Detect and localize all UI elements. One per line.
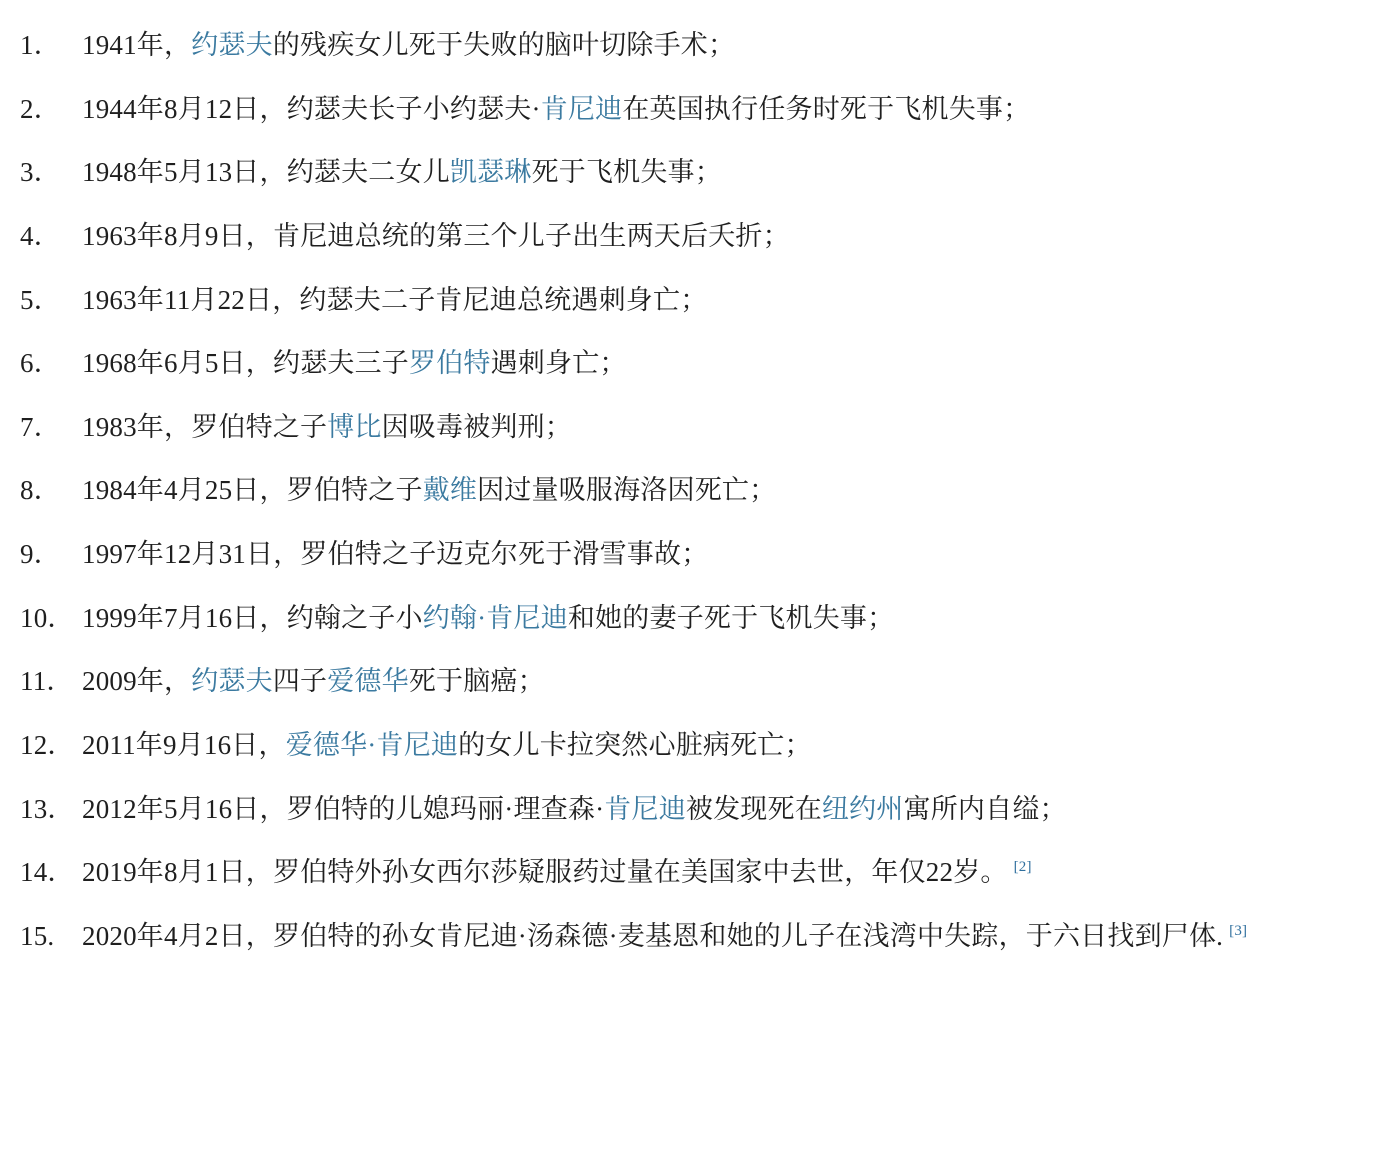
entity-link[interactable]: 纽约州 <box>821 793 904 824</box>
list-item <box>20 778 1364 842</box>
list-item-index: 11． <box>20 666 74 697</box>
list-item-text: 1963年8月9日，肯尼迪总统的第三个儿子出生两天后夭折； <box>82 220 790 251</box>
list-item-text: 1968年6月5日，约瑟夫三子 <box>82 348 409 379</box>
list-item-index: 8． <box>20 475 61 506</box>
list-item-text: 1944年8月12日，约瑟夫长子小约瑟夫· <box>82 93 541 124</box>
list-item <box>20 841 1364 905</box>
list-item-text: 四子 <box>272 666 328 697</box>
list-item-index: 1． <box>20 30 61 60</box>
list-item <box>20 714 1364 778</box>
list-item-text: 1948年5月13日，约瑟夫二女儿 <box>82 157 450 188</box>
list-item <box>20 396 1364 460</box>
list-item-text: 因过量吸服海洛因死亡； <box>477 475 777 506</box>
entity-link[interactable]: 爱德华 <box>327 666 409 697</box>
list-item <box>20 269 1364 333</box>
list-item-text: 2019年8月1日，罗伯特外孙女西尔莎疑服药过量在美国家中去世，年仅22岁。 <box>82 857 1008 888</box>
list-item <box>20 650 1364 714</box>
list-item-text: 1963年11月22日，约瑟夫二子肯尼迪总统遇刺身亡； <box>82 284 708 315</box>
entity-link[interactable]: 戴维 <box>422 475 478 506</box>
list-item-text: 的女儿卡拉突然心脏病死亡； <box>458 729 812 760</box>
list-item-index: 12． <box>20 729 75 760</box>
list-item-text: 1984年4月25日，罗伯特之子 <box>82 475 423 506</box>
list-item-index: 2． <box>20 93 61 124</box>
list-item-text: 1941年， <box>82 30 192 60</box>
list-item-text: 因吸毒被判刑； <box>381 411 573 442</box>
list-item-text: 1983年，罗伯特之子 <box>82 411 328 442</box>
entity-link[interactable]: 凯瑟琳 <box>449 157 532 188</box>
entity-link[interactable]: 约翰·肯尼迪 <box>422 602 568 633</box>
list-item <box>20 141 1364 205</box>
list-item <box>20 14 1364 78</box>
list-item-index: 14． <box>20 857 75 888</box>
list-item-index: 9． <box>20 539 61 569</box>
list-item-text: 和她的妻子死于飞机失事； <box>567 602 895 633</box>
entity-link[interactable]: 约瑟夫 <box>191 30 273 60</box>
list-item-index: 13． <box>20 793 75 824</box>
list-item-index: 7． <box>20 411 61 442</box>
entity-link[interactable]: 肯尼迪 <box>604 793 686 824</box>
list-item-text: 2020年4月2日，罗伯特的孙女肯尼迪·汤森德·麦基恩和她的儿子在浅湾中失踪，于六日找到尸体. <box>82 920 1224 951</box>
list-item-text: 1999年7月16日，约翰之子小 <box>82 602 423 633</box>
list-item-index: 5． <box>20 284 61 315</box>
list-item-text: 在英国执行任务时死于飞机失事； <box>622 93 1031 124</box>
list-item-text: 2009年， <box>82 666 192 697</box>
list-item-text: 1997年12月31日，罗伯特之子迈克尔死于滑雪事故； <box>82 539 709 569</box>
list-item-text: 2011年9月16日， <box>82 729 286 760</box>
reference-marker[interactable]: [3] <box>1229 922 1248 939</box>
list-item-index: 10． <box>20 602 75 633</box>
list-item-text: 寓所内自缢； <box>903 793 1067 824</box>
list-item-text: 死于脑癌； <box>408 666 545 697</box>
list-item-text: 被发现死在 <box>685 793 822 824</box>
entity-link[interactable]: 罗伯特 <box>409 348 491 379</box>
numbered-list <box>20 14 1364 968</box>
reference-marker[interactable]: [2] <box>1013 859 1032 876</box>
list-item <box>20 587 1364 651</box>
list-item-index: 4． <box>20 220 61 251</box>
entity-link[interactable]: 博比 <box>327 411 382 442</box>
entity-link[interactable]: 爱德华·肯尼迪 <box>285 729 459 760</box>
entity-link[interactable]: 约瑟夫 <box>191 666 273 697</box>
list-item-index: 15. <box>20 920 55 951</box>
list-item <box>20 78 1364 142</box>
list-item-text: 死于飞机失事； <box>531 157 722 188</box>
list-item-index: 6． <box>20 348 61 379</box>
entity-link[interactable]: 肯尼迪 <box>540 93 623 124</box>
list-item <box>20 459 1364 523</box>
list-item-text: 2012年5月16日，罗伯特的儿媳玛丽·理查森· <box>82 793 605 824</box>
list-item-text: 遇刺身亡； <box>490 348 627 379</box>
list-item-text: 的残疾女儿死于失败的脑叶切除手术； <box>272 30 736 60</box>
list-item <box>20 523 1364 587</box>
list-item <box>20 332 1364 396</box>
list-item <box>20 205 1364 269</box>
list-item <box>20 905 1364 969</box>
list-item-index: 3． <box>20 157 61 188</box>
